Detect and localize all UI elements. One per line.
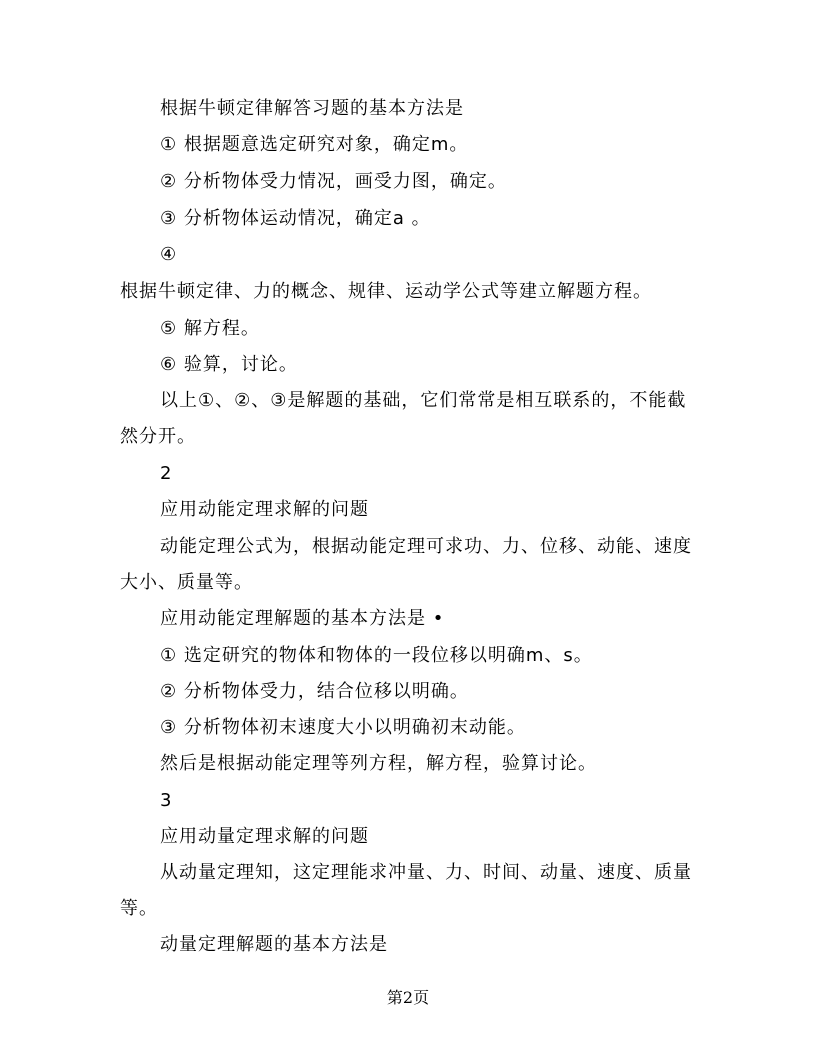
paragraph-line: 然后是根据动能定理等列方程，解方程，验算讨论。 — [160, 753, 597, 774]
list-item: ② 分析物体受力，结合位移以明确。 — [160, 681, 469, 702]
list-item: ② 分析物体受力情况，画受力图，确定。 — [160, 171, 507, 192]
paragraph-line: 大小、质量等。 — [120, 572, 253, 593]
section-heading-momentum: 应用动量定理求解的问题 — [160, 826, 369, 847]
paragraph-line: 根据牛顿定律、力的概念、规律、运动学公式等建立解题方程。 — [120, 281, 652, 302]
paragraph-line: 动能定理公式为，根据动能定理可求功、力、位移、动能、速度 — [160, 536, 692, 557]
list-item: ⑥ 验算，讨论。 — [160, 354, 298, 375]
section-number: 2 — [160, 463, 173, 484]
list-item: ④ — [160, 244, 178, 265]
list-item: ③ 分析物体初末速度大小以明确初末动能。 — [160, 717, 526, 738]
paragraph-line: 等。 — [120, 898, 158, 919]
section-number: 3 — [160, 790, 173, 811]
paragraph-line: 以上①、②、③是解题的基础，它们常常是相互联系的，不能截 — [160, 390, 687, 411]
list-item: ① 根据题意选定研究对象，确定m。 — [160, 134, 469, 155]
list-item: ⑤ 解方程。 — [160, 318, 260, 339]
paragraph-line: 动量定理解题的基本方法是 — [160, 934, 388, 955]
section-heading-newton: 根据牛顿定律解答习题的基本方法是 — [160, 98, 464, 119]
list-item: ① 选定研究的物体和物体的一段位移以明确m、s。 — [160, 645, 593, 666]
paragraph-line: 然分开。 — [120, 426, 196, 447]
list-item: ③ 分析物体运动情况，确定a 。 — [160, 208, 431, 229]
page-number: 第2页 — [386, 988, 430, 1007]
paragraph-line: 应用动能定理解题的基本方法是 • — [160, 608, 445, 629]
section-heading-kinetic-energy: 应用动能定理求解的问题 — [160, 499, 369, 520]
paragraph-line: 从动量定理知，这定理能求冲量、力、时间、动量、速度、质量 — [160, 862, 692, 883]
